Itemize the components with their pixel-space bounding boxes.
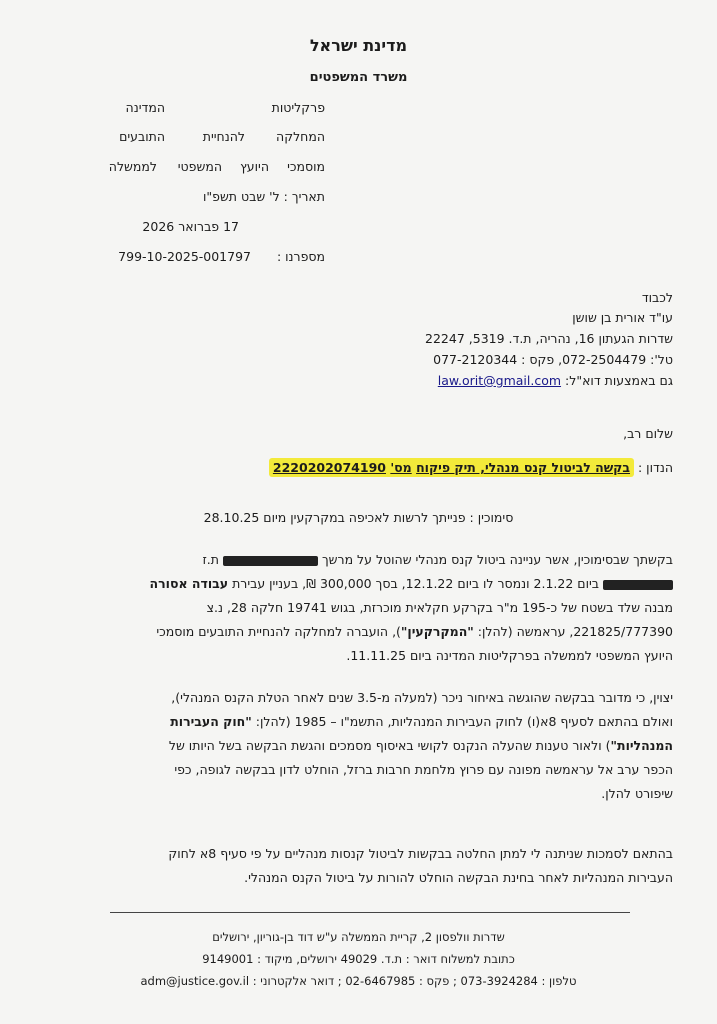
paragraph-2: [43, 686, 673, 806]
sender-word: פרקליטות: [271, 100, 325, 115]
paragraph-1: [43, 548, 673, 668]
reference-number: 799-10-2025-001797: [118, 249, 251, 264]
paragraph-line: מבנה שלד בשטח של כ-195 מ"ר בקרקע חקלאית מוכרזת, בגוש 19741 חלקה 28, נ.צ: [206, 600, 673, 615]
sender-word: המשפטי: [177, 159, 222, 174]
text-span: ת.ז: [202, 552, 219, 567]
paragraph-line: היועץ המשפטי לממשלה בפרקליטות המדינה ביום 11.11.25.: [346, 648, 673, 663]
redacted-name: [223, 556, 318, 566]
text-span-bold: "חוק העבירות: [170, 714, 252, 729]
sender-word: מוסמכי: [287, 159, 325, 174]
paragraph-line: העבירות המנהליות לאחר בחינת הבקשה הוחלט להורות על ביטול הקנס המנהלי.: [244, 870, 673, 885]
redacted-id: [603, 580, 673, 590]
sender-word: היועץ: [240, 159, 269, 174]
recipient-email-row: [438, 371, 673, 390]
paragraph-line: [43, 734, 673, 758]
reference-line: [0, 508, 717, 527]
reference-number-label: מספרנו :: [276, 249, 325, 264]
case-number: 2220202074190: [272, 460, 386, 475]
footer-divider: [110, 912, 630, 913]
page-title: מדינת ישראל: [309, 36, 408, 55]
paragraph-3: [43, 842, 673, 890]
recipient-address: שדרות הגעתון 16, נהריה, ת.ד. 5319, 22247: [425, 331, 673, 346]
recipient-to: לכבוד: [641, 290, 673, 305]
case-number-label: מס': [390, 460, 412, 475]
letter-date-hebrew: תאריך : ל' שבט תשפ"ו: [202, 189, 325, 204]
sender-word: לממשלה: [108, 159, 157, 174]
subject-text: בקשה לביטול קנס מנהלי, תיק פיקוח: [416, 460, 631, 475]
footer-email-link[interactable]: adm@justice.gov.il: [140, 974, 250, 988]
footer-address: שדרות וולפסון 2, קריית הממשלה ע"ש דוד בן-גוריון, ירושלים: [212, 930, 505, 944]
paragraph-line: שיפורט להלן.: [601, 786, 673, 801]
reference-label: סימוכין :: [469, 510, 514, 525]
footer-phone-fax: טלפון : 073-3924284 ; פקס : 02-6467985 ; דואר אלקטרוני :: [252, 974, 577, 988]
text-span-bold: "המקרקעין": [400, 624, 474, 639]
ministry-name: משרד המשפטים: [309, 70, 408, 85]
footer-mail-address: כתובת למשלוח דואר : ת.ד. 49029 ירושלים, מיקוד : 9149001: [202, 952, 515, 966]
sender-word: המחלקה: [276, 129, 325, 144]
recipient-phone: טל': 072-2504479, פקס : 077-2120344: [433, 352, 673, 367]
paragraph-line: [43, 572, 673, 596]
reference-text: פנייתך לרשות לאכיפה במקרקעין מיום 28.10.25: [203, 510, 466, 525]
recipient-name: עו"ד אורית בן שושן: [572, 310, 673, 325]
sender-word: התובעים: [119, 129, 165, 144]
paragraph-line: [43, 710, 673, 734]
footer-contact: [0, 974, 717, 988]
subject-line: [269, 458, 673, 477]
recipient-email-link[interactable]: law.orit@gmail.com: [437, 373, 562, 388]
subject-label: הנדון :: [638, 460, 673, 475]
subject-highlight: [269, 458, 634, 477]
text-span: בקשתך שבסימוכין, אשר עניינה ביטול קנס מנהלי שהוטל על מרשך: [321, 552, 673, 567]
text-span: ), הועברה למחלקה להנחיית התובעים מוסמכי: [156, 624, 401, 639]
email-label: גם באמצעות דוא"ל:: [565, 373, 673, 388]
text-span: ) ולאור טענות שהעלה הנקנס לקושי באיסוף מסמכים והגשת הבקשה בשל היותו של: [168, 738, 611, 753]
text-span: 221825/777390, עראמשה (להלן:: [477, 624, 673, 639]
text-span: ואולם בהתאם לסעיף 8א(ו) לחוק העבירות המנהליות, התשמ"ו – 1985 (להלן:: [255, 714, 673, 729]
letter-date: 17 פברואר 2026: [142, 219, 239, 234]
paragraph-line: יצוין, כי מדובר בבקשה שהוגשה באיחור ניכר (למעלה מ-3.5 שנים לאחר הטלת הקנס המנהלי),: [171, 690, 673, 705]
text-span-bold: המנהליות": [610, 738, 673, 753]
paragraph-line: הכפר ערב אל עראמשה מפונה עם פרוץ מלחמת חרבות ברזל, הוחלט לדון בבקשה לגופה, כפי: [174, 762, 673, 777]
sender-word: המדינה: [125, 100, 165, 115]
paragraph-line: בהתאם לסמכות שניתנה לי למתן החלטה בבקשות לביטול קנסות מנהליים על פי סעיף 8א לחוק: [168, 846, 673, 861]
paragraph-line: [43, 620, 673, 644]
sender-word: להנחיית: [202, 129, 245, 144]
text-span: ביום 2.1.22 ונמסר לו ביום 12.1.22, בסך 300,000 ₪, בעניין עבירת: [232, 576, 600, 591]
text-span-bold: עבודה אסורה: [149, 576, 229, 591]
paragraph-line: [43, 548, 673, 572]
greeting: שלום רב,: [623, 426, 673, 441]
